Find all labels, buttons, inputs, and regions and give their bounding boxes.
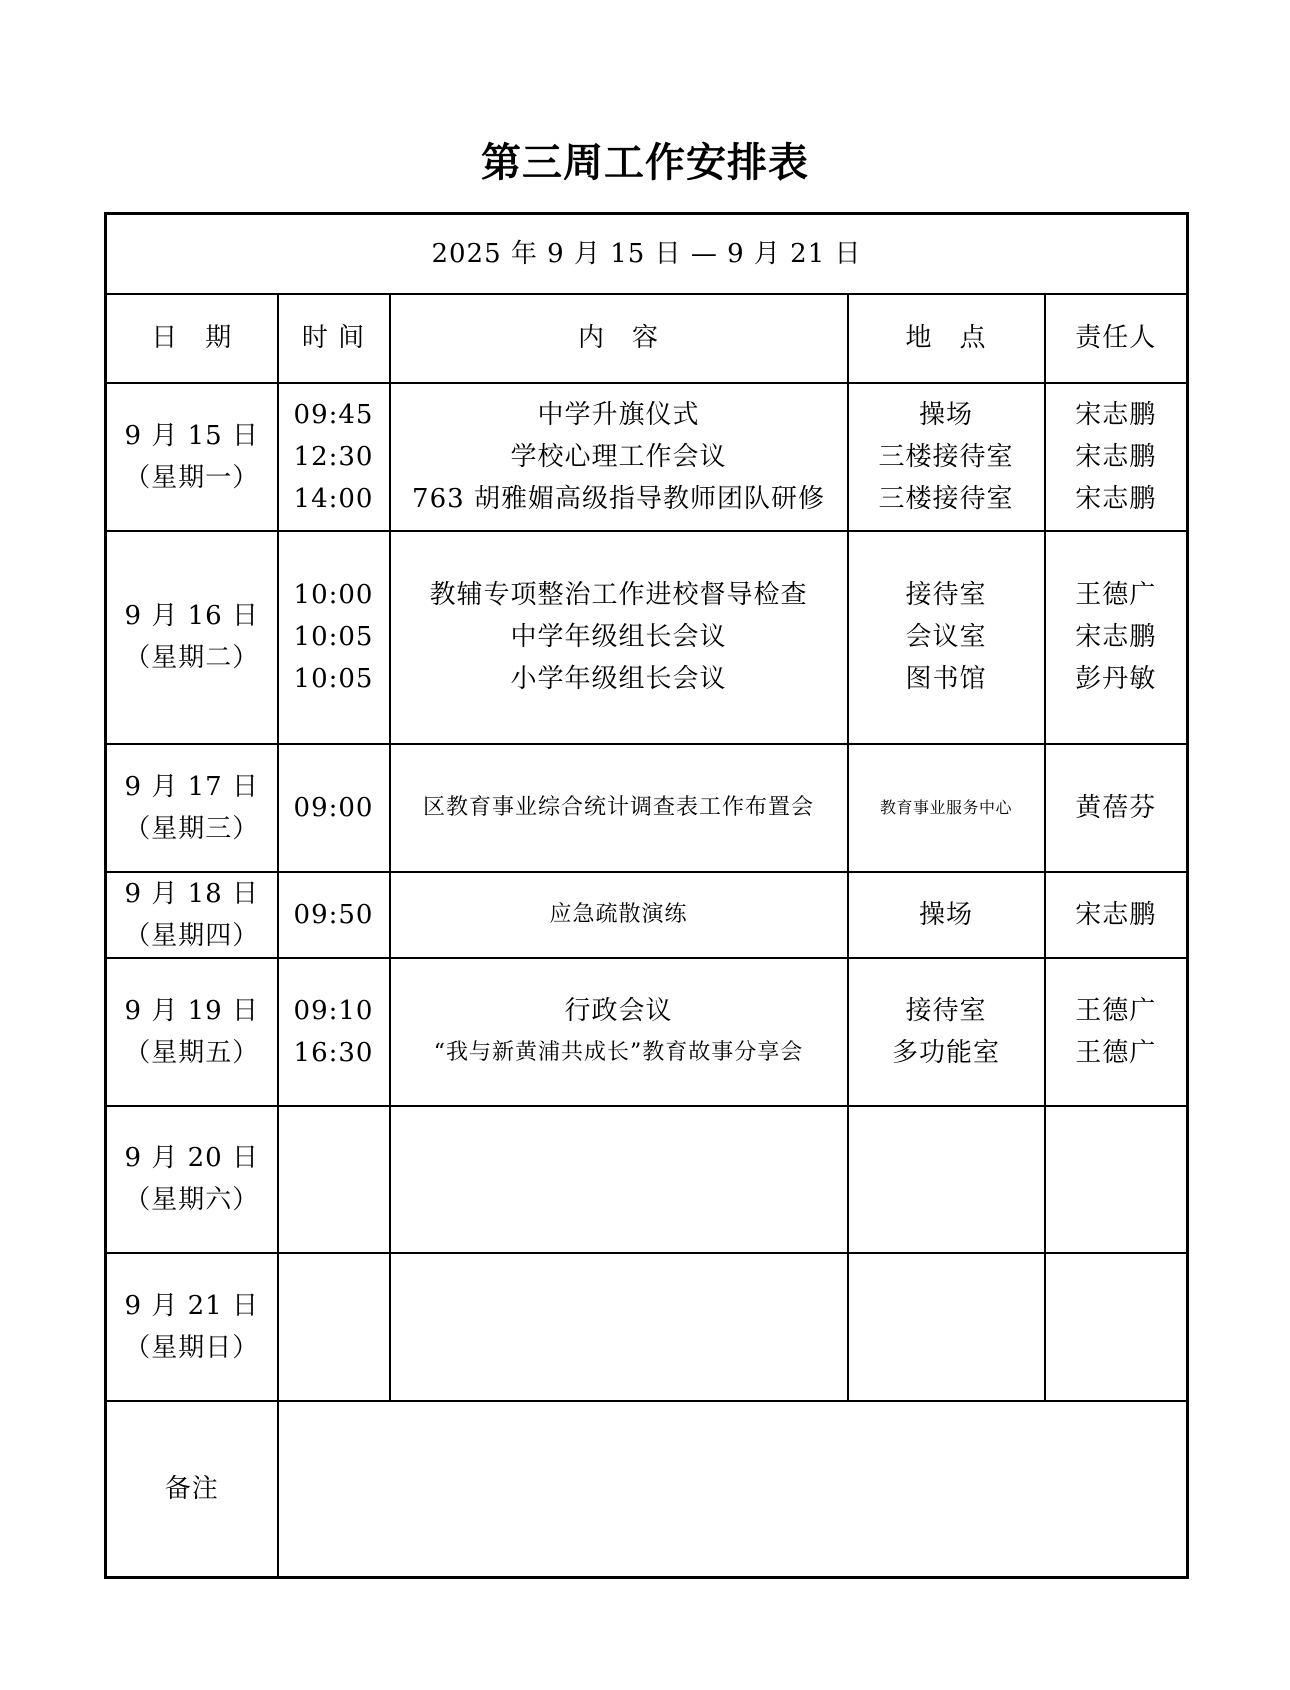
person-value: 宋志鹏	[1075, 441, 1157, 472]
person-cell	[1045, 872, 1188, 958]
place-cell	[848, 1106, 1045, 1253]
person-value: 宋志鹏	[1075, 399, 1157, 430]
person-cell	[1045, 1253, 1188, 1401]
remarks-content	[278, 1401, 1188, 1578]
place-value: 多功能室	[891, 1037, 1000, 1068]
time-cell	[278, 383, 390, 531]
person-cell	[1045, 531, 1188, 744]
place-value: 教育事业服务中心	[879, 797, 1012, 817]
person-value: 王德广	[1075, 580, 1157, 610]
day-row	[106, 531, 1188, 744]
day-row	[106, 744, 1188, 872]
content-cell	[390, 1253, 848, 1401]
time-value: 09:10	[293, 995, 374, 1026]
time-cell	[278, 1106, 390, 1253]
content-value: 763 胡雅媚高级指导教师团队研修	[412, 483, 825, 514]
date-cell	[106, 872, 278, 958]
person-value: 彭丹敏	[1075, 664, 1157, 694]
content-value: “我与新黄浦共成长”教育故事分享会	[433, 1039, 804, 1065]
weekday-label: （星期日）	[124, 1332, 260, 1363]
date-label: 9 月 19 日	[124, 995, 259, 1026]
date-cell	[106, 1106, 278, 1253]
content-value: 学校心理工作会议	[510, 441, 727, 472]
time-cell	[278, 744, 390, 872]
date-label: 9 月 16 日	[124, 601, 259, 631]
content-value: 行政会议	[564, 995, 673, 1026]
date-range: 2025 年 9 月 15 日 — 9 月 21 日	[106, 214, 1188, 294]
content-cell	[390, 958, 848, 1106]
header-content: 内 容	[390, 294, 848, 383]
place-value: 接待室	[905, 995, 987, 1026]
time-value: 09:50	[293, 899, 374, 930]
date-label: 9 月 17 日	[124, 771, 259, 802]
weekday-label: （星期四）	[124, 920, 260, 951]
content-value: 教辅专项整治工作进校督导检查	[429, 580, 808, 610]
person-value: 宋志鹏	[1075, 483, 1157, 514]
time-value: 09:45	[293, 399, 374, 430]
day-row	[106, 1106, 1188, 1253]
person-value: 王德广	[1075, 1037, 1157, 1068]
weekday-label: （星期三）	[124, 813, 260, 844]
weekday-label: （星期一）	[124, 462, 260, 493]
date-label: 9 月 20 日	[124, 1143, 259, 1173]
person-value: 黄蓓芬	[1075, 792, 1157, 823]
content-cell	[390, 531, 848, 744]
person-cell	[1045, 1106, 1188, 1253]
weekday-label: （星期六）	[124, 1185, 260, 1215]
content-value: 小学年级组长会议	[510, 664, 727, 694]
day-row	[106, 872, 1188, 958]
person-value: 宋志鹏	[1075, 899, 1157, 930]
content-cell	[390, 872, 848, 958]
date-cell	[106, 531, 278, 744]
place-value: 操场	[918, 899, 973, 930]
person-cell	[1045, 383, 1188, 531]
weekday-label: （星期二）	[124, 643, 260, 673]
place-value: 三楼接待室	[878, 441, 1014, 472]
content-value: 中学年级组长会议	[510, 622, 727, 652]
day-row	[106, 383, 1188, 531]
person-value: 宋志鹏	[1075, 622, 1157, 652]
time-value: 10:05	[293, 622, 374, 652]
header-time: 时 间	[278, 294, 390, 383]
person-cell	[1045, 744, 1188, 872]
weekday-label: （星期五）	[124, 1037, 260, 1068]
place-value: 三楼接待室	[878, 483, 1014, 514]
place-value: 操场	[918, 399, 973, 430]
day-row	[106, 958, 1188, 1106]
date-label: 9 月 21 日	[124, 1290, 259, 1321]
day-row	[106, 1253, 1188, 1401]
time-cell	[278, 531, 390, 744]
content-value: 中学升旗仪式	[537, 399, 700, 430]
place-value: 图书馆	[905, 664, 987, 694]
page-title: 第三周工作安排表	[481, 140, 809, 186]
schedule-table	[104, 212, 1189, 1579]
place-cell	[848, 744, 1045, 872]
time-value: 10:00	[293, 580, 374, 610]
time-value: 10:05	[293, 664, 374, 694]
date-cell	[106, 744, 278, 872]
header-date: 日 期	[106, 294, 278, 383]
content-value: 区教育事业综合统计调查表工作布置会	[422, 794, 814, 820]
place-cell	[848, 1253, 1045, 1401]
header-person: 责任人	[1045, 294, 1188, 383]
date-cell	[106, 383, 278, 531]
time-value: 12:30	[293, 441, 374, 472]
time-value: 14:00	[293, 483, 374, 514]
content-cell	[390, 383, 848, 531]
time-value: 16:30	[293, 1037, 374, 1068]
place-value: 接待室	[905, 580, 987, 610]
date-cell	[106, 1253, 278, 1401]
place-value: 会议室	[905, 622, 987, 652]
time-cell	[278, 958, 390, 1106]
content-cell	[390, 744, 848, 872]
person-cell	[1045, 958, 1188, 1106]
remarks-label: 备注	[106, 1401, 278, 1578]
header-place: 地 点	[848, 294, 1045, 383]
time-cell	[278, 1253, 390, 1401]
date-label: 9 月 18 日	[124, 878, 259, 909]
place-cell	[848, 958, 1045, 1106]
place-cell	[848, 872, 1045, 958]
place-cell	[848, 383, 1045, 531]
date-range-row	[106, 214, 1188, 294]
remarks-row	[106, 1401, 1188, 1578]
time-value: 09:00	[293, 792, 374, 823]
content-value: 应急疏散演练	[549, 901, 688, 927]
header-row	[106, 294, 1188, 383]
date-cell	[106, 958, 278, 1106]
time-cell	[278, 872, 390, 958]
content-cell	[390, 1106, 848, 1253]
date-label: 9 月 15 日	[124, 420, 259, 451]
place-cell	[848, 531, 1045, 744]
person-value: 王德广	[1075, 995, 1157, 1026]
